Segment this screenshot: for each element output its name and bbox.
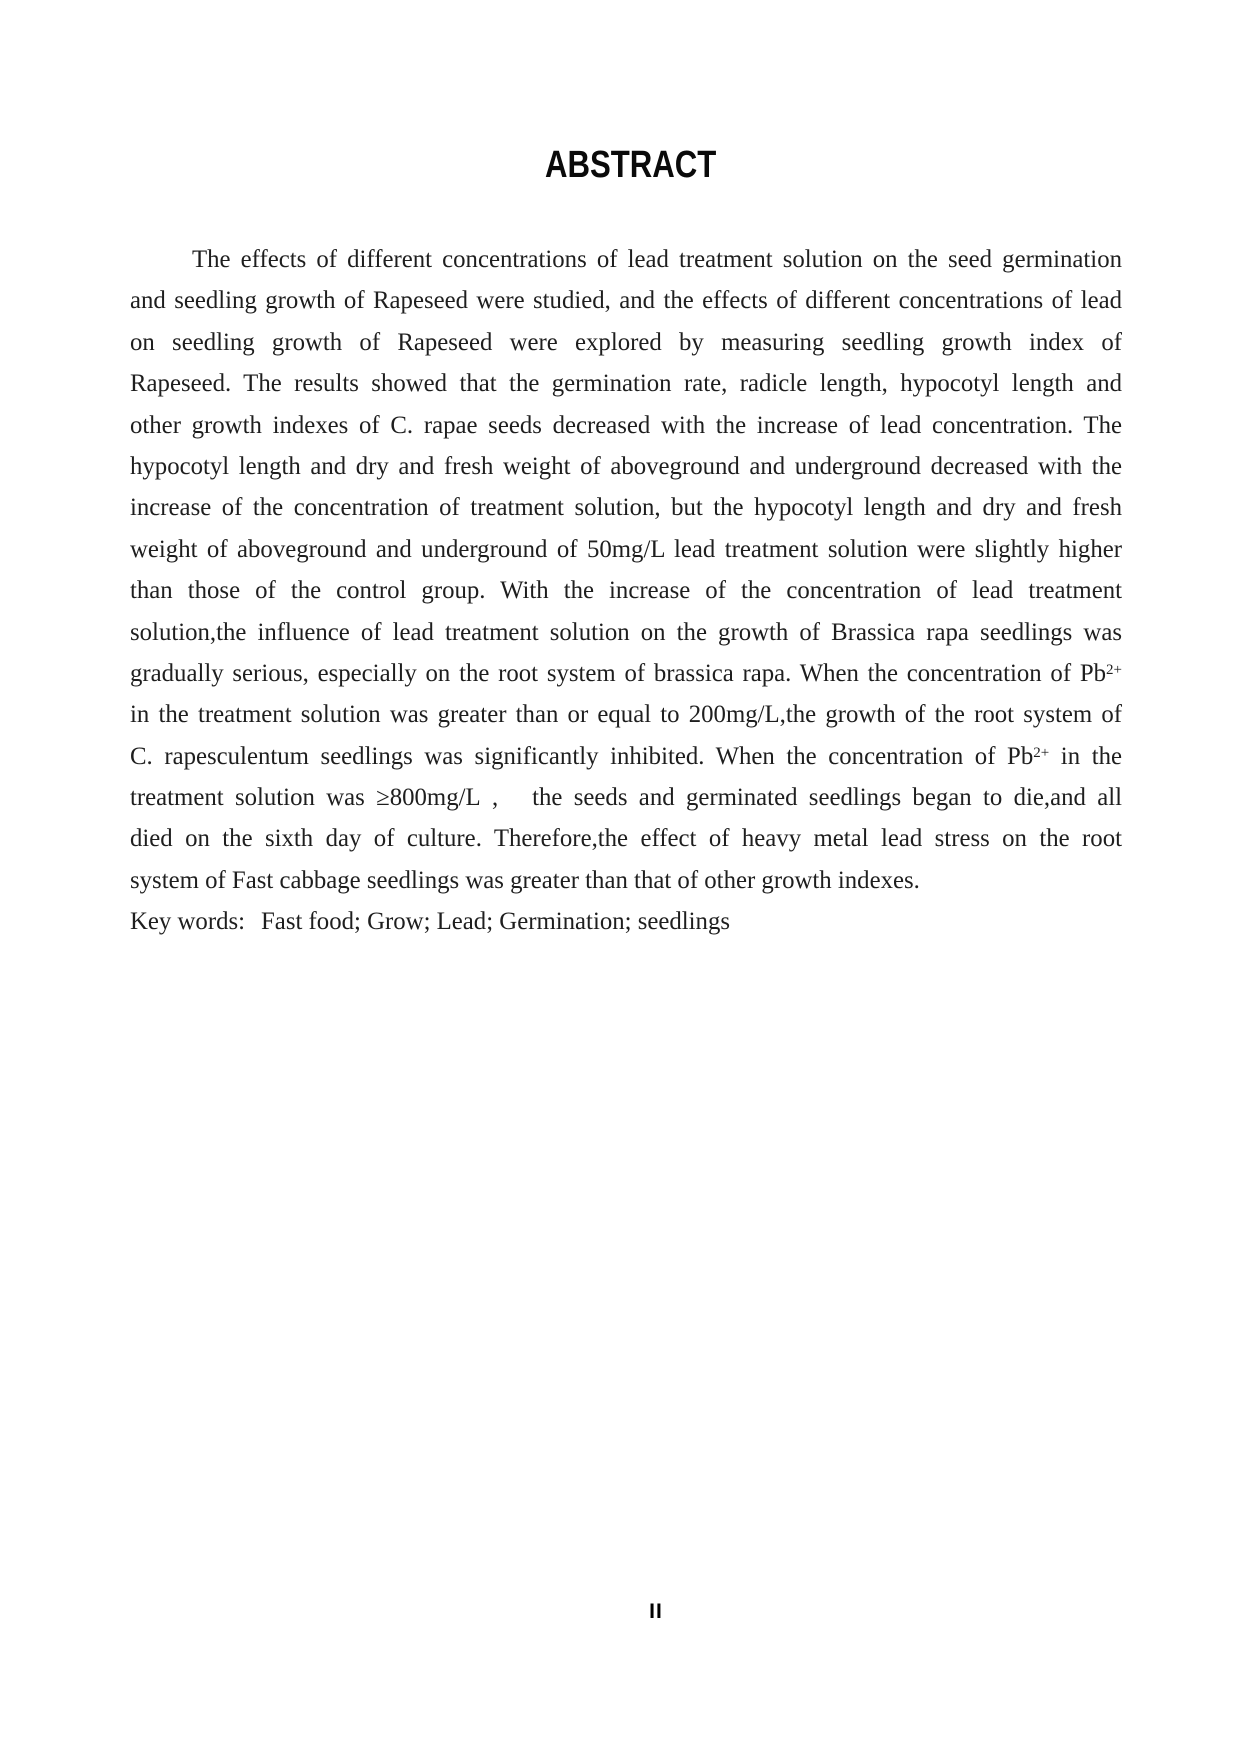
abstract-line: C. rapesculentum seedlings was significantly inhibited. When the concentration of $Pb^{2+}$ in the [130,742,1122,770]
keywords-text: Fast food; Grow; Lead; Germination; seedlings [261,908,731,936]
abstract-line: increase of the concentration of treatment solution, but the hypocotyl length and dry and fresh [130,494,1122,522]
page-number: II [649,1600,663,1623]
keywords-label: Key words: [130,908,246,936]
abstract-line: gradually serious, especially on the root system of brassica rapa. When the concentration of $Pb^{2+}$ [130,659,1122,687]
abstract-line: Rapeseed. The results showed that the germination rate, radicle length, hypocotyl length and [130,370,1122,398]
page-title: ABSTRACT [544,144,717,186]
abstract-line: died on the sixth day of culture. Therefore,the effect of heavy metal lead stress on the root [130,825,1122,853]
keywords-line [130,901,1122,942]
abstract-line: system of Fast cabbage seedlings was greater than that of other growth indexes. [130,866,920,894]
abstract-line: other growth indexes of C. rapae seeds decreased with the increase of lead concentration. The [130,411,1122,439]
abstract-line: weight of aboveground and underground of 50mg/L lead treatment solution were slightly higher [130,535,1122,563]
abstract-line: treatment solution was ≥800mg/L , the seeds and germinated seedlings began to die,and all [130,784,1122,812]
abstract-line: in the treatment solution was greater than or equal to 200mg/L,the growth of the root system of [130,701,1122,729]
abstract-line: hypocotyl length and dry and fresh weight of aboveground and underground decreased with the [130,452,1122,480]
abstract-lines [130,239,1122,901]
abstract-line: than those of the control group. With the increase of the concentration of lead treatment [130,577,1122,605]
abstract-line: and seedling growth of Rapeseed were studied, and the effects of different concentrations of lead [130,287,1122,315]
abstract-section [130,239,1122,943]
abstract-line: on seedling growth of Rapeseed were explored by measuring seedling growth index of [130,328,1122,356]
abstract-line: The effects of different concentrations of lead treatment solution on the seed germination [192,246,1122,273]
abstract-line: solution,the influence of lead treatment solution on the growth of Brassica rapa seedlings was [130,618,1122,646]
